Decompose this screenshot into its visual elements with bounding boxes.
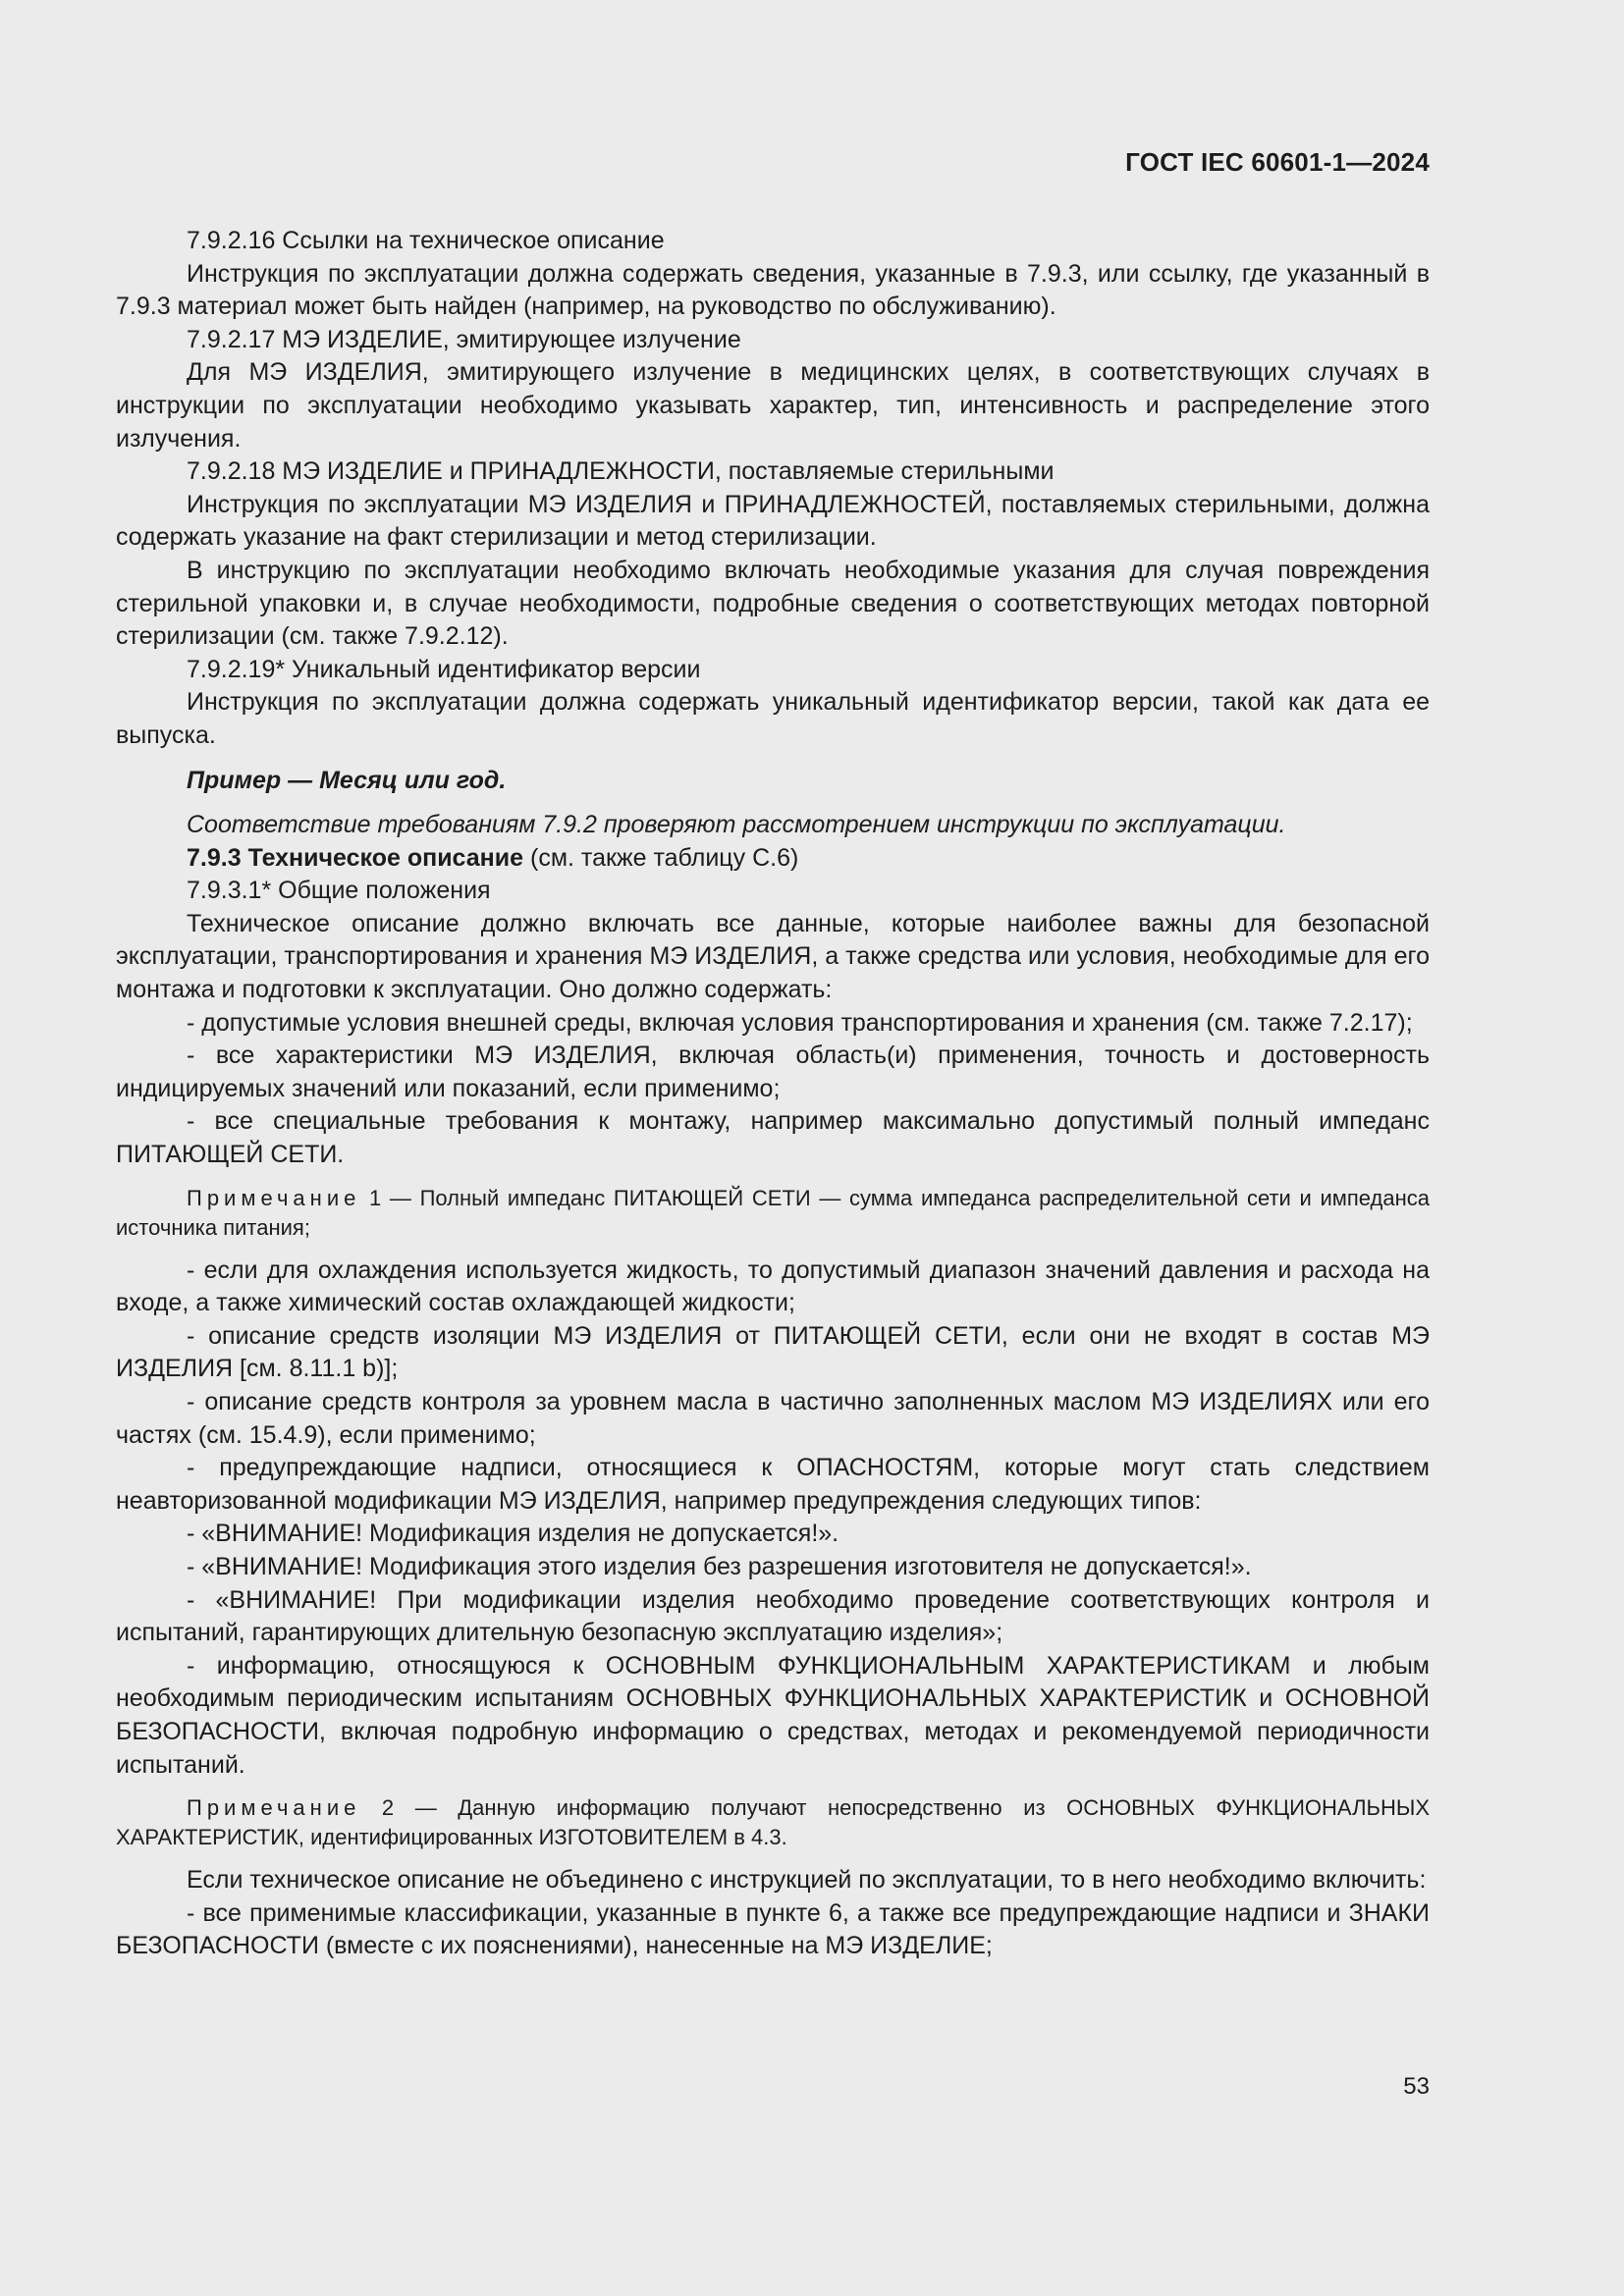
clause-heading: 7.9.3.1* Общие положения [187, 877, 491, 905]
clause-heading: 7.9.2.17 МЭ ИЗДЕЛИЕ, эмитирующее излучение [187, 325, 741, 353]
paragraph: Техническое описание должно включать все данные, которые наиболее важны для безопасной эксплуатации, транспортирования и хранения МЭ ИЗДЕЛИЯ, а также средства или условия, необходимые для его монтажа и подготовки к эксплуатации. Оно должно содержать: [116, 909, 1430, 1004]
list-item: - все применимые классификации, указанные в пункте 6, а также все предупреждающие надписи и ЗНАКИ БЕЗОПАСНОСТИ (вместе с их пояснениями), нанесенные на МЭ ИЗДЕЛИЕ; [116, 1898, 1430, 1960]
section-heading-title: 7.9.3 Техническое описание [187, 843, 524, 872]
document-header: ГОСТ IEC 60601-1—2024 [1125, 147, 1430, 177]
list-item: - все специальные требования к монтажу, например максимально допустимый полный импеданс ПИТАЮЩЕЙ СЕТИ. [116, 1107, 1430, 1169]
page-number: 53 [1403, 2073, 1430, 2100]
section-heading [116, 842, 1430, 876]
paragraph: Инструкция по эксплуатации МЭ ИЗДЕЛИЯ и ПРИНАДЛЕЖНОСТЕЙ, поставляемых стерильными, должна содержать указание на факт стерилизации и метод стерилизации. [116, 490, 1430, 552]
paragraph: Если техническое описание не объединено с инструкцией по эксплуатации, то в него необходимо включить: [187, 1866, 1427, 1895]
paragraph: В инструкцию по эксплуатации необходимо включать необходимые указания для случая повреждения стерильной упаковки и, в случае необходимости, подробные сведения о соответствующих методах повторной стерилизации (см. также 7.9.2.12). [116, 556, 1430, 651]
list-item: - все характеристики МЭ ИЗДЕЛИЯ, включая область(и) применения, точность и достоверность индицируемых значений или показаний, если применимо; [116, 1041, 1430, 1102]
example-line: Пример — Месяц или год. [187, 766, 507, 794]
note-text: 2 — Данную информацию получают непосредственно из ОСНОВНЫХ ФУНКЦИОНАЛЬНЫХ ХАРАКТЕРИСТИК, идентифицированных ИЗГОТОВИТЕЛЕМ в 4.3. [116, 1795, 1430, 1850]
note-1 [116, 1184, 1430, 1243]
list-item: - «ВНИМАНИЕ! При модификации изделия необходимо проведение соответствующих контроля и испытаний, гарантирующих длительную безопасную эксплуатацию изделия»; [116, 1585, 1430, 1647]
paragraph: Инструкция по эксплуатации должна содержать сведения, указанные в 7.9.3, или ссылку, где указанный в 7.9.3 материал может быть найден (например, на руководство по обслуживанию). [116, 259, 1430, 321]
note-text: 1 — Полный импеданс ПИТАЮЩЕЙ СЕТИ — сумма импеданса распределительной сети и импеданса источника питания; [116, 1185, 1430, 1240]
list-item: - если для охлаждения используется жидкость, то допустимый диапазон значений давления и расхода на входе, а также химический состав охлаждающей жидкости; [116, 1255, 1430, 1317]
list-item: - допустимые условия внешней среды, включая условия транспортирования и хранения (см. также 7.2.17); [187, 1008, 1413, 1037]
list-item: - предупреждающие надписи, относящиеся к ОПАСНОСТЯМ, которые могут стать следствием неавторизованной модификации МЭ ИЗДЕЛИЯ, например предупреждения следующих типов: [116, 1454, 1430, 1515]
list-item: - «ВНИМАНИЕ! Модификация изделия не допускается!». [187, 1520, 839, 1548]
paragraph: Для МЭ ИЗДЕЛИЯ, эмитирующего излучение в медицинских целях, в соответствующих случаях в инструкции по эксплуатации необходимо указывать характер, тип, интенсивность и распределение этого излучения. [116, 358, 1430, 453]
note-2 [116, 1793, 1430, 1852]
section-heading-ref: (см. также таблицу С.6) [523, 843, 799, 872]
compliance-statement: Соответствие требованиям 7.9.2 проверяют рассмотрением инструкции по эксплуатации. [187, 811, 1286, 839]
page-body [116, 225, 1430, 1963]
note-label: Примечание [187, 1185, 361, 1210]
clause-heading: 7.9.2.19* Уникальный идентификатор версии [187, 655, 701, 683]
clause-heading: 7.9.2.16 Ссылки на техническое описание [187, 227, 665, 254]
list-item: - «ВНИМАНИЕ! Модификация этого изделия без разрешения изготовителя не допускается!». [187, 1552, 1252, 1580]
list-item: - информацию, относящуюся к ОСНОВНЫМ ФУНКЦИОНАЛЬНЫМ ХАРАКТЕРИСТИКАМ и любым необходимым периодическим испытаниям ОСНОВНЫХ ФУНКЦИОНАЛЬНЫХ ХАРАКТЕРИСТИК и ОСНОВНОЙ БЕЗОПАСНОСТИ, включая подробную информацию о средствах, методах и рекомендуемой периодичности испытаний. [116, 1651, 1430, 1779]
note-label: Примечание [187, 1795, 361, 1821]
list-item: - описание средств изоляции МЭ ИЗДЕЛИЯ от ПИТАЮЩЕЙ СЕТИ, если они не входят в состав МЭ ИЗДЕЛИЯ [см. 8.11.1 b)]; [116, 1321, 1430, 1383]
clause-heading: 7.9.2.18 МЭ ИЗДЕЛИЕ и ПРИНАДЛЕЖНОСТИ, поставляемые стерильными [187, 457, 1055, 486]
paragraph: Инструкция по эксплуатации должна содержать уникальный идентификатор версии, такой как дата ее выпуска. [116, 688, 1430, 749]
list-item: - описание средств контроля за уровнем масла в частично заполненных маслом МЭ ИЗДЕЛИЯХ или его частях (см. 15.4.9), если применимо; [116, 1388, 1430, 1449]
